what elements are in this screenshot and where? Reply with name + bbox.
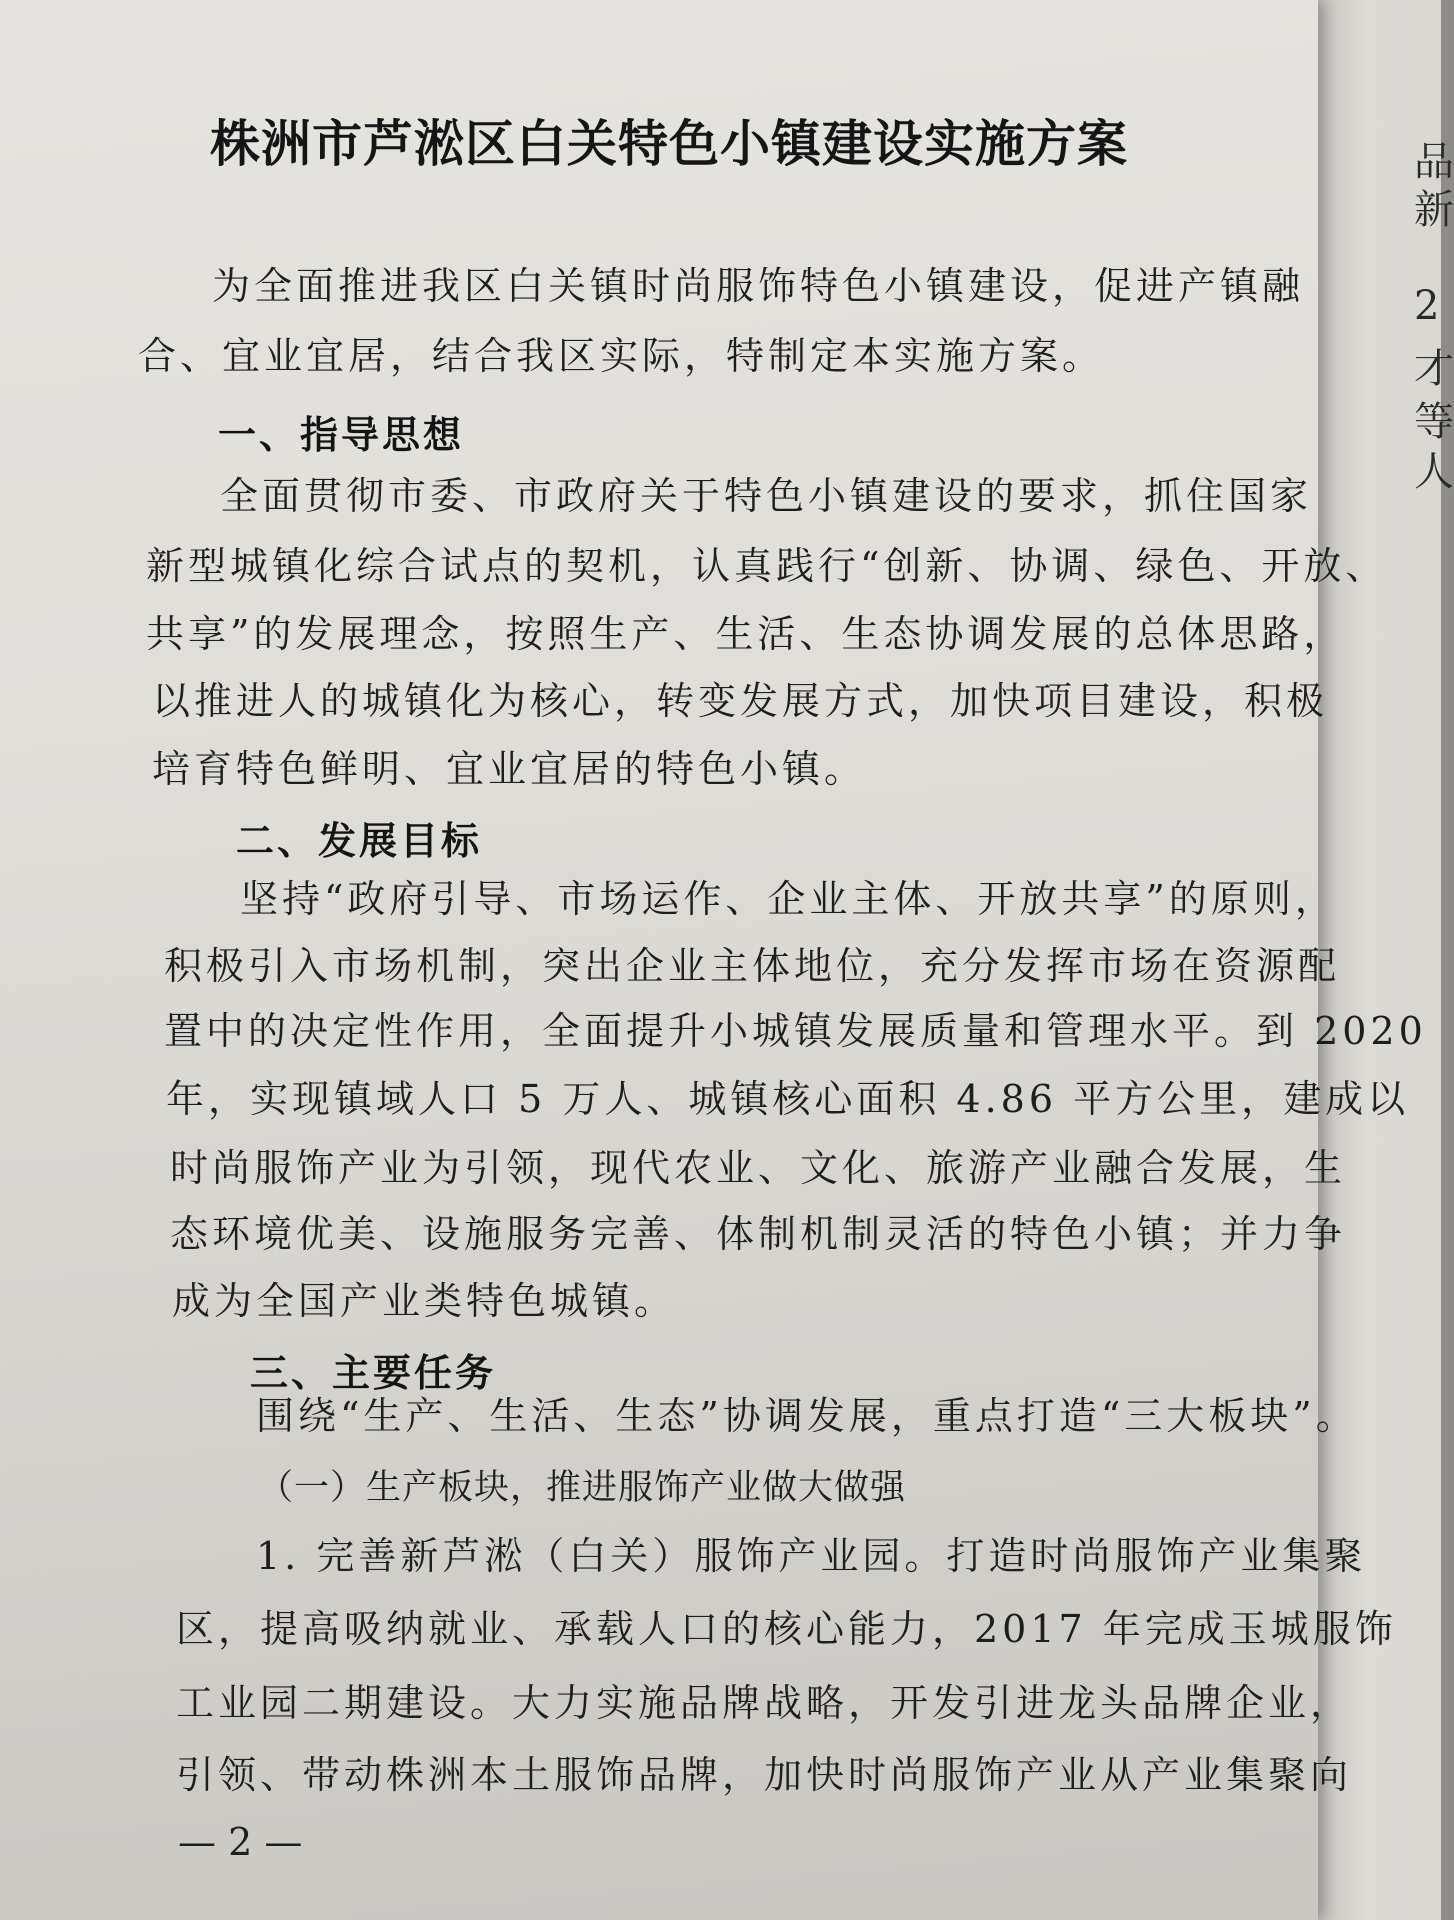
adjacent-page-fragment: 2 [1414,283,1440,329]
body-line: 新型城镇化综合试点的契机，认真践行“创新、协调、绿色、开放、 [146,544,1388,588]
body-line: 年，实现镇域人口 5 万人、城镇核心面积 4.86 平方公里，建成以 [166,1077,1410,1121]
adjacent-page-fragment: 品 [1414,139,1454,185]
body-line: 时尚服饰产业为引领，现代农业、文化、旅游产业融合发展，生 [170,1146,1347,1190]
adjacent-page-fragment: 才 [1414,346,1454,392]
body-line: 态环境优美、设施服务完善、体制机制灵活的特色小镇；并力争 [170,1212,1347,1256]
body-line: 共享”的发展理念，按照生产、生活、生态协调发展的总体思路， [146,612,1346,656]
body-line: 合、宜业宜居，结合我区实际，特制定本实施方案。 [138,334,1105,378]
subsection-heading: （一）生产板块，推进服饰产业做大做强 [258,1468,907,1508]
body-line: 以推进人的城镇化为核心，转变发展方式，加快项目建设，积极 [152,679,1329,723]
body-line: 工业园二期建设。大力实施品牌战略，开发引进龙头品牌企业， [176,1681,1353,1725]
body-line: 区，提高吸纳就业、承载人口的核心能力，2017 年完成玉城服饰 [176,1607,1397,1651]
body-line: 1. 完善新芦淞（白关）服饰产业园。打造时尚服饰产业集聚 [256,1534,1367,1578]
document-title: 株洲市芦淞区白关特色小镇建设实施方案 [210,114,1128,173]
body-line: 坚持“政府引导、市场运作、企业主体、开放共享”的原则， [240,877,1337,921]
body-line: 积极引入市场机制，突出企业主体地位，充分发挥市场在资源配 [164,944,1341,988]
adjacent-page-fragment: 等 [1414,399,1454,445]
section-heading: 一、指导思想 [218,412,465,457]
section-heading: 二、发展目标 [236,818,483,863]
adjacent-page-fragment: 新 [1414,187,1454,233]
page-number: — 2 — [178,1820,303,1864]
body-line: 围绕“生产、生活、生态”协调发展，重点打造“三大板块”。 [256,1394,1358,1438]
section-heading: 三、主要任务 [250,1350,497,1395]
body-line: 引领、带动株洲本土服饰品牌，加快时尚服饰产业从产业集聚向 [176,1753,1353,1797]
adjacent-page-fragment: 人 [1414,449,1454,495]
body-line: 为全面推进我区白关镇时尚服饰特色小镇建设，促进产镇融 [212,264,1305,308]
body-line: 全面贯彻市委、市政府关于特色小镇建设的要求，抓住国家 [220,474,1313,518]
body-line: 培育特色鲜明、宜业宜居的特色小镇。 [152,747,867,791]
body-line: 置中的决定性作用，全面提升小城镇发展质量和管理水平。到 2020 [164,1009,1427,1053]
body-line: 成为全国产业类特色城镇。 [172,1279,677,1323]
